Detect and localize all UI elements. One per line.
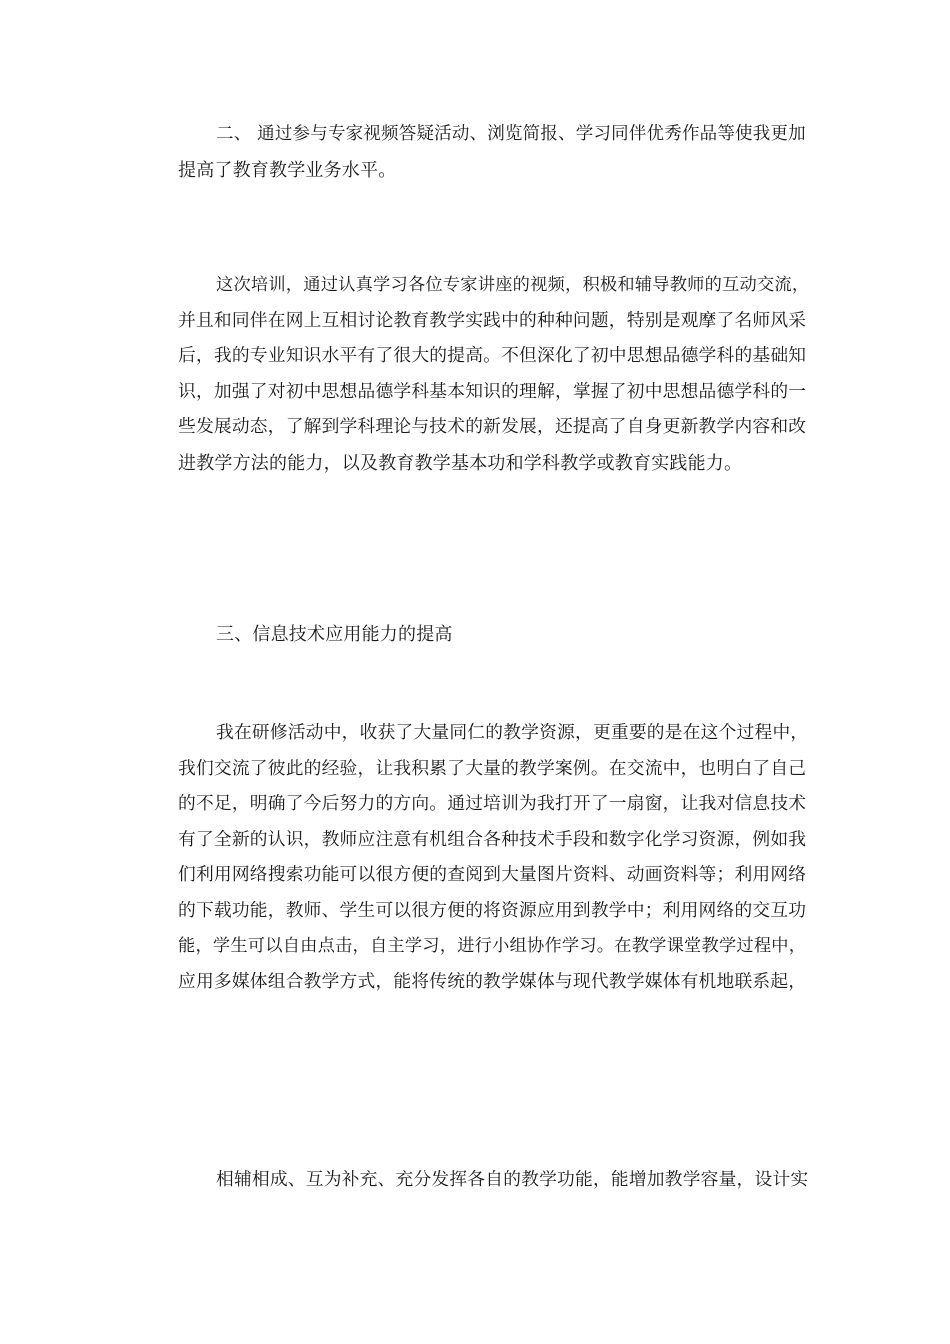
text-line: 进教学方法的能力，以及教育教学基本功和学科教学或教育实践能力。 — [178, 452, 743, 474]
text-line: 二、 通过参与专家视频答疑活动、浏览简报、学习同伴优秀作品等使我更加 — [216, 124, 806, 144]
paragraph-section-two-heading — [140, 117, 812, 188]
text-line: 的不足，明确了今后努力的方向。通过培训为我打开了一扇窗，让我对信息技术 — [178, 794, 807, 814]
text-line: 三、信息技术应用能力的提高 — [216, 624, 453, 645]
text-line: 我们交流了彼此的经验，让我积累了大量的教学案例。在交流中，也明白了自己 — [178, 758, 807, 779]
text-line: 后，我的专业知识水平有了很大的提高。不但深化了初中思想品德学科的基础知 — [178, 346, 807, 366]
paragraph-continuation — [140, 1163, 812, 1199]
text-line: 们利用网络搜索功能可以很方便的查阅到大量图片资料、动画资料等；利用网络 — [178, 865, 807, 885]
text-line: 识，加强了对初中思想品德学科基本知识的理解，掌握了初中思想品德学科的一 — [178, 381, 807, 402]
paragraph-training-summary — [140, 268, 812, 481]
text-line: 能，学生可以自由点击，自主学习，进行小组协作学习。在教学课堂教学过程中， — [178, 936, 807, 956]
text-line: 的下载功能，教师、学生可以很方便的将资源应用到教学中；利用网络的交互功 — [178, 900, 807, 921]
text-line: 并且和同伴在网上互相讨论教育教学实践中的种种问题，特别是观摩了名师风采 — [178, 310, 807, 331]
text-line: 应用多媒体组合教学方式，能将传统的教学媒体与现代教学媒体有机地联系起， — [178, 971, 807, 992]
text-line: 我在研修活动中，收获了大量同仁的教学资源，更重要的是在这个过程中， — [216, 723, 809, 743]
text-line: 相辅相成、互为补充、充分发挥各自的教学功能，能增加教学容量，设计实 — [216, 1170, 809, 1190]
text-line: 有了全新的认识，教师应注意有机组合各种技术手段和数字化学习资源，例如我 — [178, 829, 807, 850]
text-line: 些发展动态，了解到学科理论与技术的新发展，还提高了自身更新教学内容和改 — [178, 417, 807, 437]
paragraph-it-application — [140, 716, 812, 1000]
section-three-heading — [140, 617, 812, 653]
text-line: 这次培训，通过认真学习各位专家讲座的视频，积极和辅导教师的互动交流， — [216, 275, 810, 295]
text-line: 提高了教育教学业务水平。 — [178, 159, 397, 181]
